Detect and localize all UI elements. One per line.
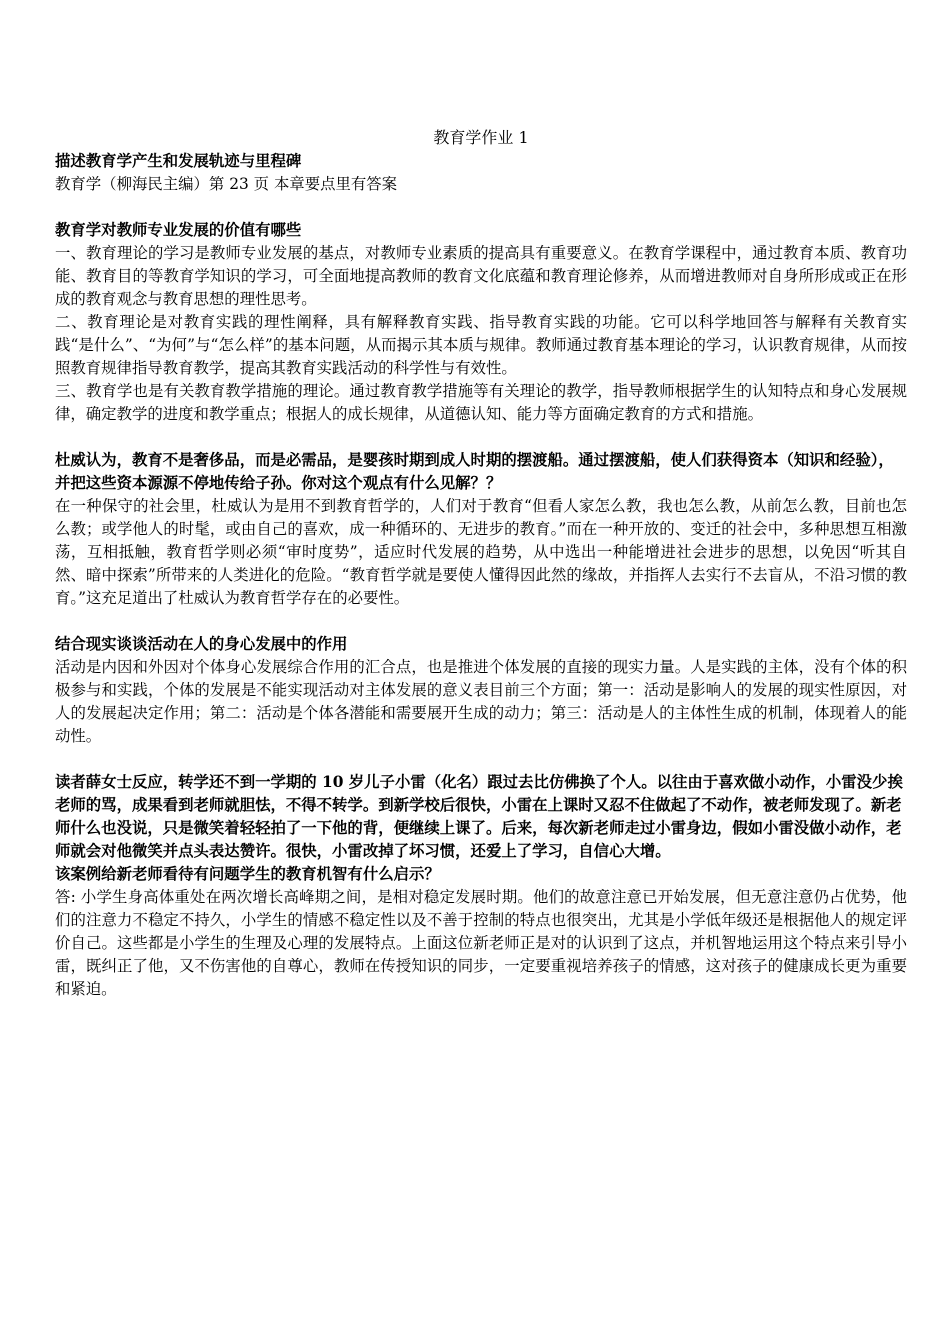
answer-paragraph: 答: 小学生身高体重处在两次增长高峰期之间，是相对稳定发展时期。他们的故意注意已开始发展，但无意注意仍占优势，他们的注意力不稳定不持久，小学生的情感不稳定性以及不善于控制的特点也很突出，尤其是小学低年级还是根据他人的规定评价自己。这些都是小学生的生理及心理的发展特点。上面这位新老师正是对的认识到了这点，并机智地运用这个特点来引导小雷，既纠正了他，又不伤害他的自尊心，教师在传授知识的同步，一定要重视培养孩子的情感，这对孩子的健康成长更为重要和紧迫。 (55, 888, 907, 998)
section-1 (55, 150, 907, 196)
answer-paragraph: 一、教育理论的学习是教师专业发展的基点，对教师专业素质的提高具有重要意义。在教育学课程中，通过教育本质、教育功能、教育目的等教育学知识的学习，可全面地提高教师的教育文化底蕴和教育理论修养，从而增进教师对自身所形成或正在形成的教育观念与教育思想的理性思考。 (55, 244, 907, 308)
question-heading: 描述教育学产生和发展轨迹与里程碑 (55, 152, 302, 170)
document-title: 教育学作业 1 (433, 128, 529, 147)
case-description: 读者薛女士反应，转学还不到一学期的 10 岁儿子小雷（化名）跟过去比仿佛换了个人。以往由于喜欢做小动作，小雷没少挨老师的骂，成果看到老师就胆怯，不得不转学。到新学校后很快，小雷在上课时又忍不住做起了不动作，被老师发现了。新老师什么也没说，只是微笑着轻轻拍了一下他的背，便继续上课了。后来，每次新老师走过小雷身边，假如小雷没做小动作，老师就会对他微笑并点头表达赞许。很快，小雷改掉了坏习惯，还爱上了学习，自信心大增。 (55, 773, 903, 860)
question-heading: 杜威认为，教育不是奢侈品，而是必需品，是婴孩时期到成人时期的摆渡船。通过摆渡船，使人们获得资本（知识和经验），并把这些资本源源不停地传给子孙。你对这个观点有什么见解？？ (55, 451, 894, 492)
question-heading: 教育学对教师专业发展的价值有哪些 (55, 221, 302, 239)
document-page (55, 126, 907, 1001)
spacer (55, 610, 907, 633)
section-5 (55, 771, 907, 1001)
answer-paragraph: 教育学（柳海民主编）第 23 页 本章要点里有答案 (55, 175, 398, 193)
section-4 (55, 633, 907, 748)
section-2 (55, 219, 907, 426)
question-heading: 该案例给新老师看待有问题学生的教育机智有什么启示？ (55, 865, 440, 883)
spacer (55, 748, 907, 771)
question-heading: 结合现实谈谈活动在人的身心发展中的作用 (55, 635, 348, 653)
answer-paragraph: 三、教育学也是有关教育教学措施的理论。通过教育教学措施等有关理论的教学，指导教师根据学生的认知特点和身心发展规律，确定教学的进度和教学重点；根据人的成长规律，从道德认知、能力等方面确定教育的方式和措施。 (55, 382, 907, 423)
answer-paragraph: 在一种保守的社会里，杜威认为是用不到教育哲学的，人们对于教育“但看人家怎么教，我也怎么教，从前怎么教，目前也怎么教；或学他人的时髦，或由自己的喜欢，成一种循环的、无进步的教育。”而在一种开放的、变迁的社会中，多种思想互相激荡，互相抵触，教育哲学则必须“审时度势”，适应时代发展的趋势，从中选出一种能增进社会进步的思想，以免因“听其自然、暗中探索”所带来的人类进化的危险。“教育哲学就是要使人懂得因此然的缘故，并指挥人去实行不去盲从，不沿习惯的教育。”这充足道出了杜威认为教育哲学存在的必要性。 (55, 497, 907, 607)
spacer (55, 196, 907, 219)
answer-paragraph: 活动是内因和外因对个体身心发展综合作用的汇合点，也是推进个体发展的直接的现实力量。人是实践的主体，没有个体的积极参与和实践，个体的发展是不能实现活动对主体发展的意义表目前三个方面；第一：活动是影响人的发展的现实性原因，对人的发展起决定作用；第二：活动是个体各潜能和需要展开生成的动力；第三：活动是人的主体性生成的机制，体现着人的能动性。 (55, 658, 907, 745)
section-3 (55, 449, 907, 610)
answer-paragraph: 二、教育理论是对教育实践的理性阐释，具有解释教育实践、指导教育实践的功能。它可以科学地回答与解释有关教育实践“是什么”、“为何”与“怎么样”的基本问题，从而揭示其本质与规律。教师通过教育基本理论的学习，认识教育规律，从而按照教育规律指导教育教学，提高其教育实践活动的科学性与有效性。 (55, 313, 907, 377)
spacer (55, 426, 907, 449)
